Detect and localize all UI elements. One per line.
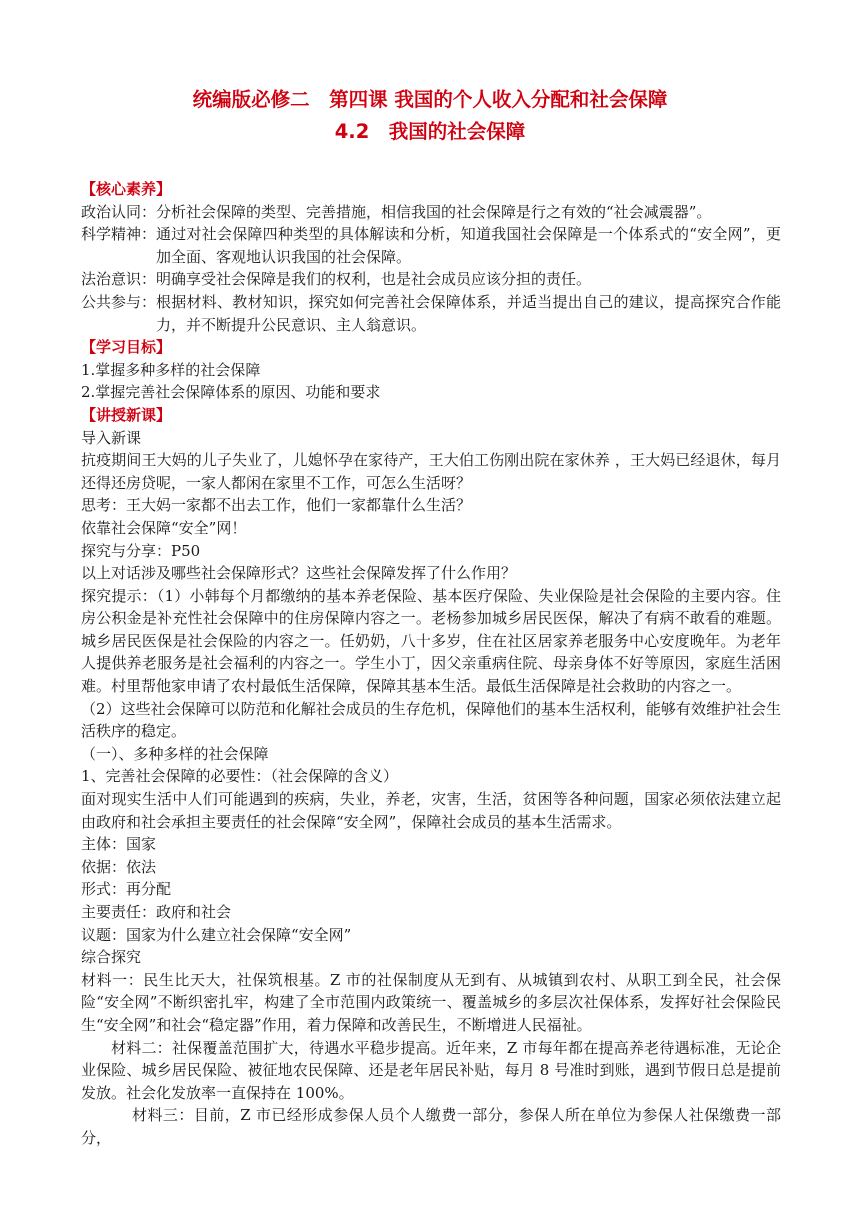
objective-item: 2.掌握完善社会保障体系的原因、功能和要求 xyxy=(81,383,381,402)
literacy-text: 根据材料、教材知识，探究如何完善社会保障体系，并适当提出自己的建议，提高探究合作能力，并不断提升公民意识、主人翁意识。 xyxy=(156,292,781,334)
literacy-label: 政治认同： xyxy=(81,202,157,221)
literacy-label: 法治意识： xyxy=(81,270,157,289)
literacy-item xyxy=(81,223,781,268)
lesson-paragraph: 以上对话涉及哪些社会保障形式？这些社会保障发挥了什么作用？ xyxy=(81,564,517,583)
lesson-paragraph: 探究提示：（1）小韩每个月都缴纳的基本养老保险、基本医疗保险、失业保险是社会保险的主要内容。住房公积金是补充性社会保障中的住房保障内容之一。老杨参加城乡居民医保，解决了有病不敢看的难题。城乡居民医保是社会保险的内容之一。任奶奶，八十多岁，住在社区居家养老服务中心安度晚年。为老年人提供养老服务是社会福利的内容之一。学生小丁，因父亲重病住院、母亲身体不好等原因，家庭生活困难。村里帮他家申请了农村最低生活保障，保障其基本生活。最低生活保障是社会救助的内容之一。 xyxy=(81,586,781,696)
lesson-paragraph: （2）这些社会保障可以防范和化解社会成员的生存危机，保障他们的基本生活权利，能够有效维护社会生活秩序的稳定。 xyxy=(81,699,781,741)
lesson-paragraph: 依靠社会保障“安全”网！ xyxy=(81,518,247,537)
lesson-paragraph: 主要责任：政府和社会 xyxy=(81,903,232,921)
document-title: 统编版必修二 第四课 我国的个人收入分配和社会保障 xyxy=(192,88,668,111)
literacy-item xyxy=(81,291,781,336)
lesson-paragraph: 导入新课 xyxy=(81,428,142,447)
material-two: 材料二：社保覆盖范围扩大，待遇水平稳步提高。近年来，Z 市每年都在提高养老待遇标准，无论企业保险、城乡居民保险、被征地农民保障、还是老年居民补贴，每月 8 号准时到账，遇到节假日总是提前发放。社会化发放率一直保持在 100%。 xyxy=(81,1038,781,1102)
lesson-paragraph: 材料一：民生比天大，社保筑根基。Z 市的社保制度从无到有、从城镇到农村、从职工到全民，社会保险“安全网”不断织密扎牢，构建了全市范围内政策统一、覆盖城乡的多层次社保体系，发挥好社会保险民生“安全网”和社会“稳定器”作用，着力保障和改善民生，不断增进人民福祉。 xyxy=(81,970,781,1034)
literacy-text: 明确享受社会保障是我们的权利，也是社会成员应该分担的责任。 xyxy=(156,270,592,289)
literacy-label: 公共参与： xyxy=(81,292,157,311)
lesson-paragraph: 抗疫期间王大妈的儿子失业了，儿媳怀孕在家待产，王大伯工伤刚出院在家休养 ，王大妈已经退休，每月还得还房贷呢，一家人都闲在家里不工作，可怎么生活呀？ xyxy=(81,451,781,492)
objectives-heading: 【学习目标】 xyxy=(81,338,172,357)
literacy-label: 科学精神： xyxy=(81,225,157,244)
lesson-paragraph: 综合探究 xyxy=(81,948,142,967)
lesson-paragraph: 主体：国家 xyxy=(81,835,157,854)
literacy-text: 通过对社会保障四种类型的具体解读和分析，知道我国社会保障是一个体系式的“安全网”，更加全面、客观地认识我国的社会保障。 xyxy=(156,225,781,266)
objective-item: 1.掌握多种多样的社会保障 xyxy=(81,360,261,379)
literacy-text: 分析社会保障的类型、完善措施，相信我国的社会保障是行之有效的“社会减震器”。 xyxy=(156,202,712,221)
document-body xyxy=(81,178,781,1150)
lesson-paragraph: （一）、多种多样的社会保障 xyxy=(81,744,269,763)
core-literacy-heading: 【核心素养】 xyxy=(81,180,172,198)
literacy-item xyxy=(81,201,781,224)
literacy-item xyxy=(81,268,781,291)
lesson-paragraph: 形式：再分配 xyxy=(81,880,172,899)
lesson-paragraph: 议题：国家为什么建立社会保障“安全网” xyxy=(81,925,352,944)
material-three: 材料三：目前，Z 市已经形成参保人员个人缴费一部分，参保人所在单位为参保人社保缴费一部分， xyxy=(81,1106,781,1147)
lesson-paragraph: 思考：王大妈一家都不出去工作，他们一家都靠什么生活？ xyxy=(81,496,472,515)
lesson-paragraph: 探究与分享：P50 xyxy=(81,541,201,560)
lesson-paragraph: 依据：依法 xyxy=(81,857,157,876)
new-lesson-heading: 【讲授新课】 xyxy=(81,405,172,424)
lesson-paragraph: 面对现实生活中人们可能遇到的疾病，失业，养老，灾害，生活，贫困等各种问题，国家必须依法建立起由政府和社会承担主要责任的社会保障“安全网”，保障社会成员的基本生活需求。 xyxy=(81,790,781,831)
section-title: 4.2 我国的社会保障 xyxy=(334,120,526,143)
lesson-paragraph: 1、完善社会保障的必要性：（社会保障的含义） xyxy=(81,767,399,786)
